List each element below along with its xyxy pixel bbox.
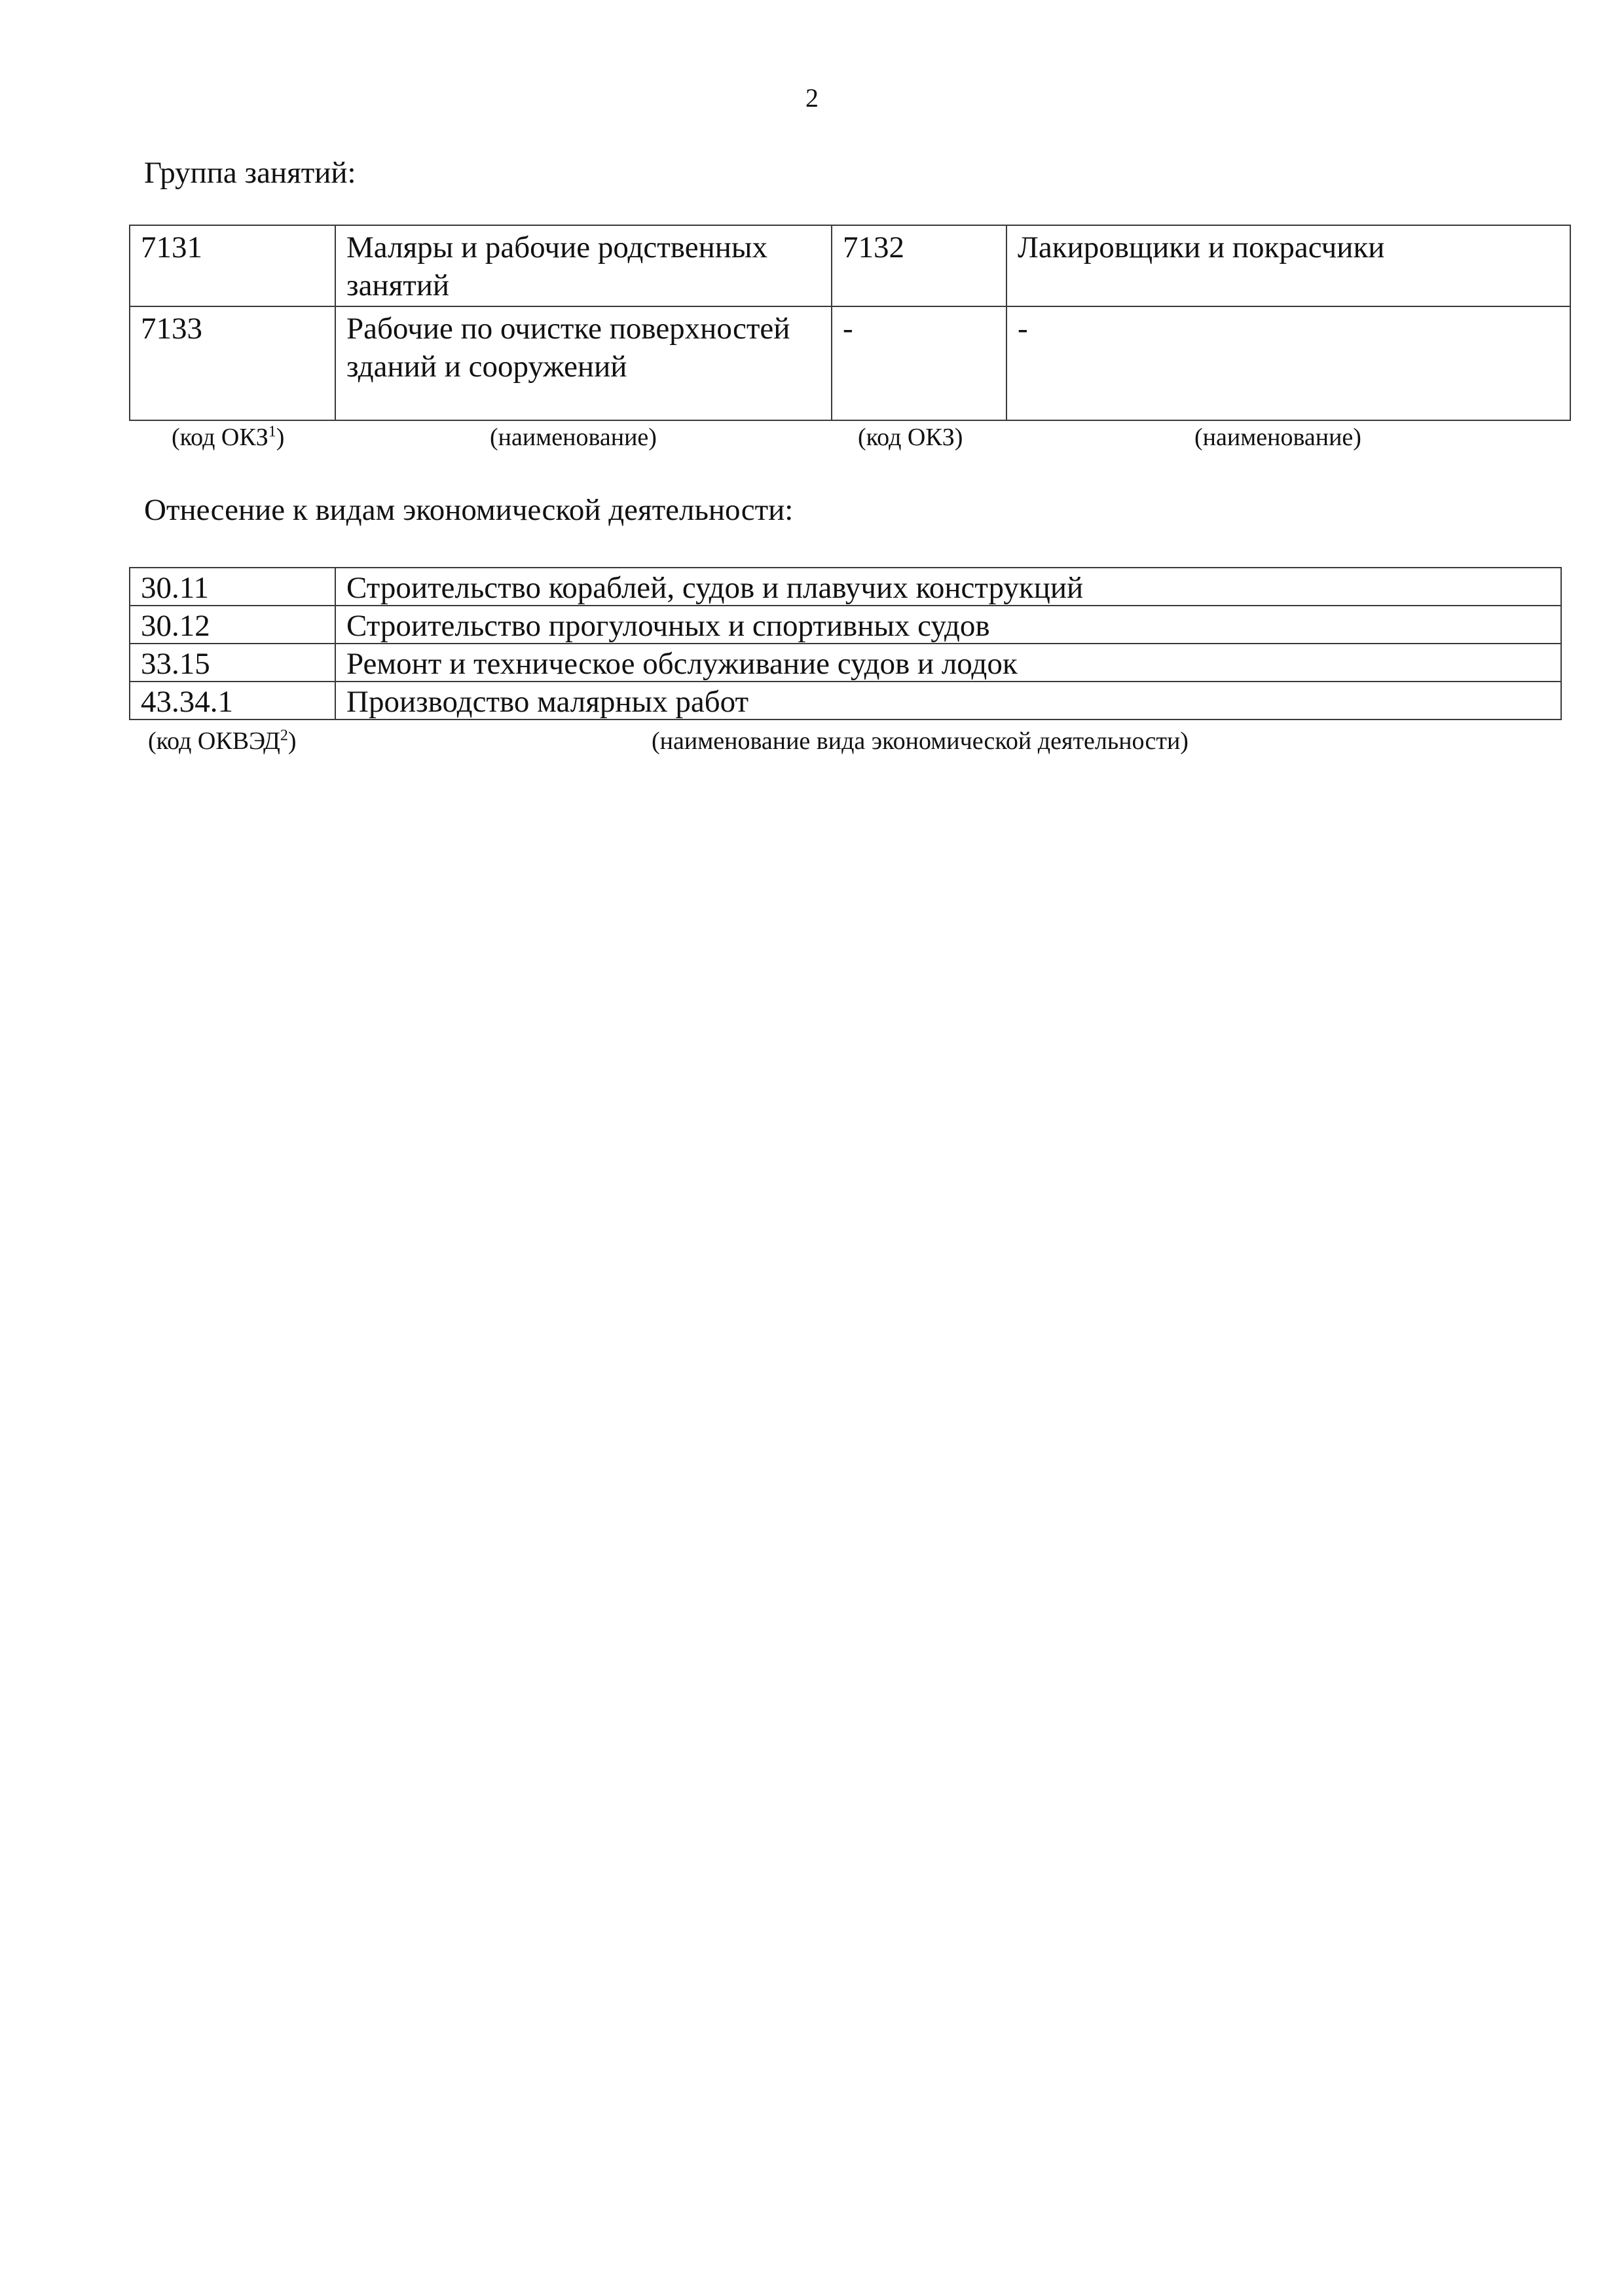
- okved-code-caption: (код ОКВЭД$^2$): [148, 727, 297, 755]
- occupation-group-heading: Группа занятий:: [144, 156, 356, 190]
- okved-code-cell: 30.12: [130, 606, 335, 644]
- okved-name-cell: Ремонт и техническое обслуживание судов и лодок: [335, 644, 1561, 682]
- okz-name-cell: Рабочие по очистке поверхностей зданий и сооружений: [335, 306, 832, 420]
- table-row: [130, 606, 1561, 644]
- okz-name-cell: Маляры и рабочие родственных занятий: [335, 225, 832, 306]
- okved-code-cell: 43.34.1: [130, 682, 335, 720]
- table-row: [130, 306, 1570, 420]
- okved-name-caption: (наименование вида экономической деятельности): [652, 727, 1189, 755]
- okz-code-cell: -: [832, 306, 1006, 420]
- occupation-group-table: [129, 225, 1571, 421]
- okved-name-cell: Производство малярных работ: [335, 682, 1561, 720]
- okz-code-caption-2: (код ОКЗ): [858, 424, 963, 451]
- okved-code-cell: 33.15: [130, 644, 335, 682]
- okz-code-cell: 7131: [130, 225, 335, 306]
- footnote-marker: 1: [268, 423, 276, 441]
- economic-activity-heading: Отнесение к видам экономической деятельности:: [144, 493, 794, 527]
- okz-name-caption: (наименование): [490, 424, 657, 451]
- table-row: [130, 225, 1570, 306]
- okved-code-cell: 30.11: [130, 568, 335, 606]
- okz-name-cell: -: [1006, 306, 1570, 420]
- okz-code-caption: (код ОКЗ$^1$): [172, 423, 285, 451]
- footnote-marker: 2: [280, 727, 288, 744]
- okved-name-cell: Строительство кораблей, судов и плавучих конструкций: [335, 568, 1561, 606]
- page-number: 2: [805, 83, 819, 113]
- okved-name-cell: Строительство прогулочных и спортивных судов: [335, 606, 1561, 644]
- table-row: [130, 568, 1561, 606]
- okz-name-cell: Лакировщики и покрасчики: [1006, 225, 1570, 306]
- economic-activity-table: [129, 567, 1562, 720]
- okz-name-caption-2: (наименование): [1194, 424, 1361, 451]
- okz-code-cell: 7132: [832, 225, 1006, 306]
- table-row: [130, 682, 1561, 720]
- okz-code-cell: 7133: [130, 306, 335, 420]
- table-row: [130, 644, 1561, 682]
